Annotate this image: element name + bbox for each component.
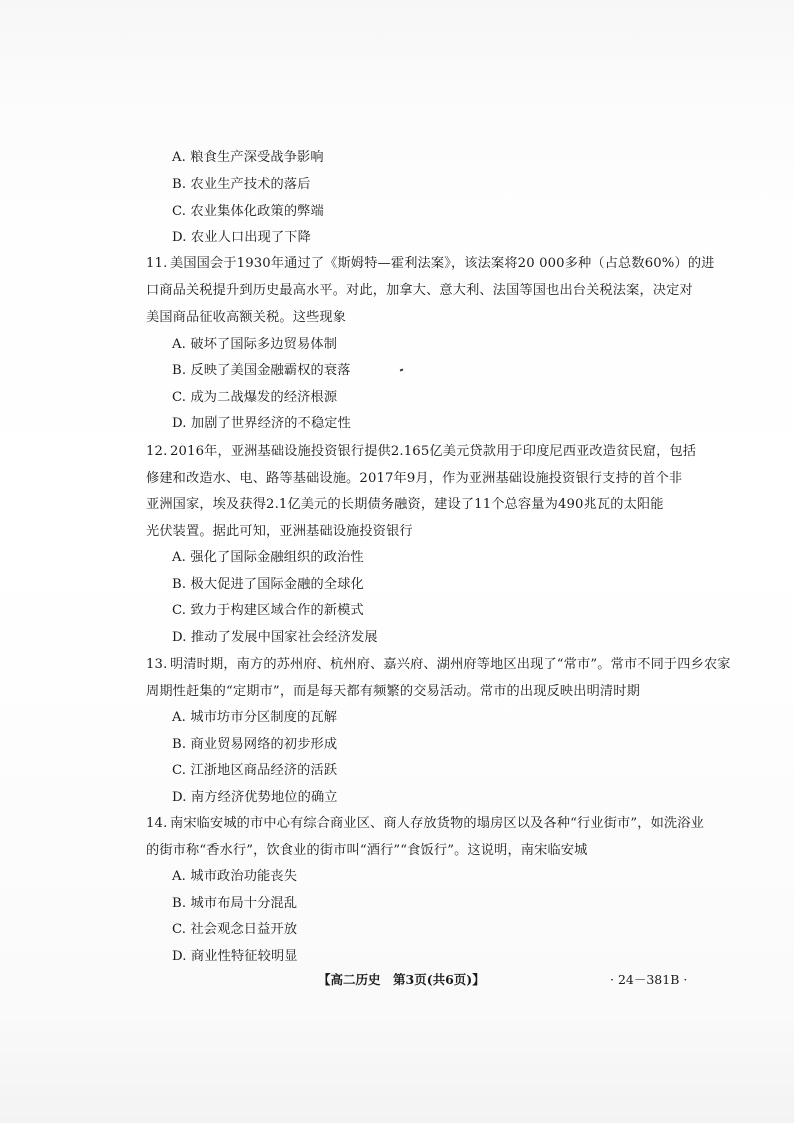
- q12-stem-line-2: 修建和改造水、电、路等基础设施。2017年9月，作为亚洲基础设施投资银行支持的首个非: [146, 471, 683, 486]
- q13-option-b: B. 商业贸易网络的初步形成: [172, 737, 338, 752]
- q13-option-c: C. 江浙地区商品经济的活跃: [172, 763, 338, 778]
- q11-stem-line-2: 口商品关税提升到历史最高水平。对此，加拿大、意大利、法国等国也出台关税法案，决定对: [146, 283, 693, 298]
- q12-stem-line-1: 2016年，亚洲基础设施投资银行提供2.165亿美元贷款用于印度尼西亚改造贫民窟，包括: [170, 444, 697, 459]
- q11-stem-line-3: 美国商品征收高额关税。这些现象: [146, 310, 347, 325]
- q10-option-a: A. 粮食生产深受战争影响: [172, 150, 324, 165]
- q11-option-d: D. 加剧了世界经济的不稳定性: [172, 416, 351, 431]
- q10-option-b: B. 农业生产技术的落后: [172, 177, 311, 192]
- q13-stem-line-2: 周期性赶集的“定期市”，而是每天都有频繁的交易活动。常市的出现反映出明清时期: [146, 684, 640, 699]
- q12-option-b: B. 极大促进了国际金融的全球化: [172, 577, 364, 592]
- q14-stem-line-1: 南宋临安城的市中心有综合商业区、商人存放货物的塌房区以及各种“行业街市”，如洗浴业: [170, 816, 704, 831]
- q11-option-c: C. 成为二战爆发的经济根源: [172, 390, 338, 405]
- q13-stem-line-1: 明清时期，南方的苏州府、杭州府、嘉兴府、湖州府等地区出现了“常市”。常市不同于四乡农家: [170, 657, 731, 672]
- q13-option-d: D. 南方经济优势地位的确立: [172, 790, 338, 805]
- q12-stem-line-4: 光伏装置。据此可知，亚洲基础设施投资银行: [146, 524, 413, 539]
- q10-option-d: D. 农业人口出现了下降: [172, 230, 311, 245]
- q11-stem-line-1: 美国国会于1930年通过了《斯姆特—霍利法案》，该法案将20 000多种（占总数60%）的进: [170, 256, 715, 271]
- q14-option-b: B. 城市布局十分混乱: [172, 896, 298, 911]
- q10-option-c: C. 农业集体化政策的弊端: [172, 204, 324, 219]
- scan-speck: [400, 369, 404, 372]
- q11-option-a: A. 破坏了国际多边贸易体制: [172, 337, 338, 352]
- q14-option-a: A. 城市政治功能丧失: [172, 869, 298, 884]
- exam-code: · 24－381B ·: [610, 972, 688, 987]
- q12-stem-line-3: 亚洲国家，埃及获得2.1亿美元的长期债务融资，建设了11个总容量为490兆瓦的太阳能: [146, 497, 664, 512]
- q14-option-c: C. 社会观念日益开放: [172, 922, 298, 937]
- q12-option-a: A. 强化了国际金融组织的政治性: [172, 550, 364, 565]
- q11-option-b: B. 反映了美国金融霸权的衰落: [172, 363, 351, 378]
- page-footer-label: 【高二历史 第3页(共6页)】: [318, 972, 485, 987]
- q11-number: 11.: [146, 256, 168, 271]
- q12-option-c: C. 致力于构建区域合作的新模式: [172, 603, 364, 618]
- q14-number: 14.: [146, 816, 168, 831]
- q13-option-a: A. 城市坊市分区制度的瓦解: [172, 710, 338, 725]
- q12-option-d: D. 推动了发展中国家社会经济发展: [172, 630, 378, 645]
- q14-stem-line-2: 的街市称“香水行”，饮食业的街市叫“酒行”“食饭行”。这说明，南宋临安城: [146, 843, 588, 858]
- q12-number: 12.: [146, 444, 168, 459]
- q13-number: 13.: [146, 657, 168, 672]
- q14-option-d: D. 商业性特征较明显: [172, 949, 298, 964]
